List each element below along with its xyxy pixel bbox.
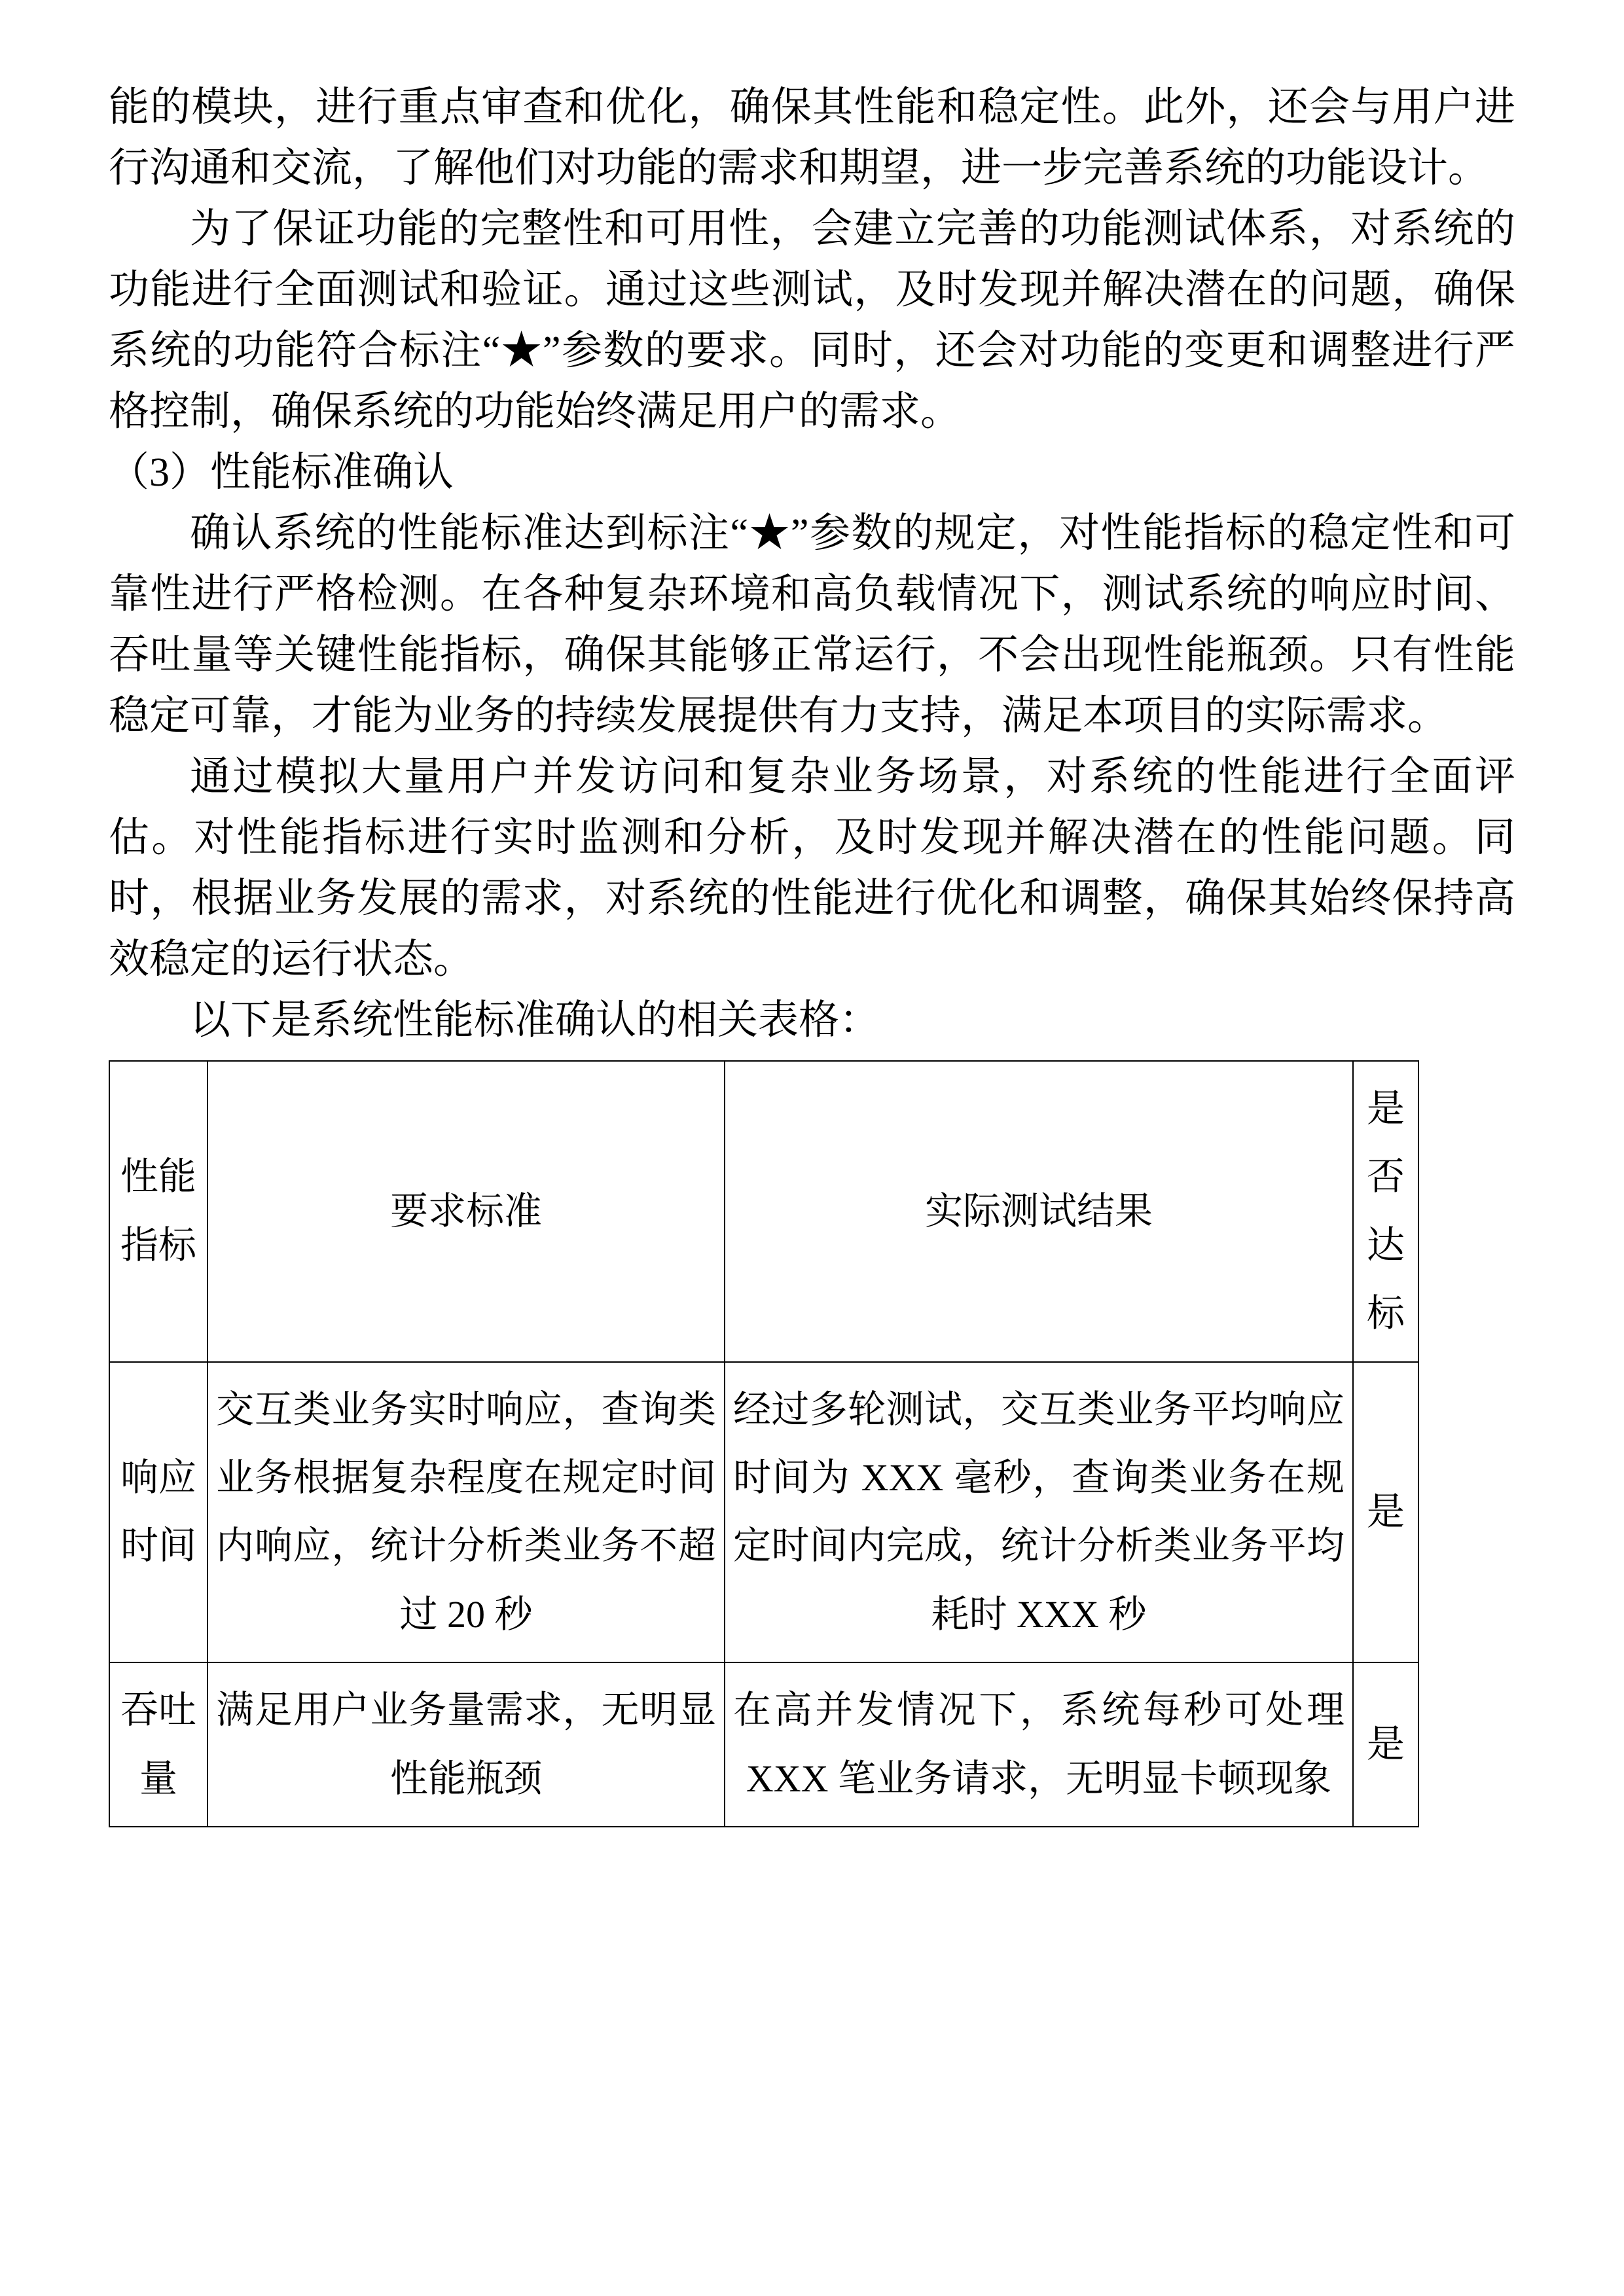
paragraph-table-intro: 以下是系统性能标准确认的相关表格：	[190, 998, 880, 1043]
table-header-row	[109, 1061, 1418, 1362]
table-cell-pass: 是	[1353, 1362, 1418, 1663]
paragraph-performance-evaluation: 通过模拟大量用户并发访问和复杂业务场景，对系统的性能进行全面评估。对性能指标进行实时监测和分析，及时发现并解决潜在的性能问题。同时，根据业务发展的需求，对系统的性能进行优化和调整，确保其始终保持高效稳定的运行状态。	[109, 755, 1515, 982]
paragraph-function-testing: 为了保证功能的完整性和可用性，会建立完善的功能测试体系，对系统的功能进行全面测试和验证。通过这些测试，及时发现并解决潜在的问题，确保系统的功能符合标注“★”参数的要求。同时，还会对功能的变更和调整进行严格控制，确保系统的功能始终满足用户的需求。	[109, 207, 1515, 434]
table-cell-metric: 响应时间	[109, 1362, 208, 1663]
table-header-metric: 性能指标	[109, 1061, 208, 1362]
table-cell-result: 在高并发情况下，系统每秒可处理 XXX 笔业务请求，无明显卡顿现象	[725, 1662, 1353, 1827]
table-header-requirement: 要求标准	[208, 1061, 725, 1362]
table-cell-metric: 吞吐量	[109, 1662, 208, 1827]
paragraph-performance-standard: 确认系统的性能标准达到标注“★”参数的规定，对性能指标的稳定性和可靠性进行严格检测。在各种复杂环境和高负载情况下，测试系统的响应时间、吞吐量等关键性能指标，确保其能够正常运行，不会出现性能瓶颈。只有性能稳定可靠，才能为业务的持续发展提供有力支持，满足本项目的实际需求。	[109, 511, 1515, 738]
section-heading-performance-confirmation: （3）性能标准确认	[109, 450, 454, 495]
table-cell-requirement: 交互类业务实时响应，查询类业务根据复杂程度在规定时间内响应，统计分析类业务不超过 20 秒	[208, 1362, 725, 1663]
performance-table	[109, 1060, 1419, 1827]
paragraph-function-review: 能的模块，进行重点审查和优化，确保其性能和稳定性。此外，还会与用户进行沟通和交流，了解他们对功能的需求和期望，进一步完善系统的功能设计。	[109, 85, 1515, 190]
table-cell-result: 经过多轮测试，交互类业务平均响应时间为 XXX 毫秒，查询类业务在规定时间内完成，统计分析类业务平均耗时 XXX 秒	[725, 1362, 1353, 1663]
table-header-pass: 是否达标	[1353, 1061, 1418, 1362]
table-row-response-time	[109, 1362, 1418, 1663]
table-cell-pass: 是	[1353, 1662, 1418, 1827]
table-row-throughput	[109, 1662, 1418, 1827]
table-cell-requirement: 满足用户业务量需求，无明显性能瓶颈	[208, 1662, 725, 1827]
table-header-result: 实际测试结果	[725, 1061, 1353, 1362]
